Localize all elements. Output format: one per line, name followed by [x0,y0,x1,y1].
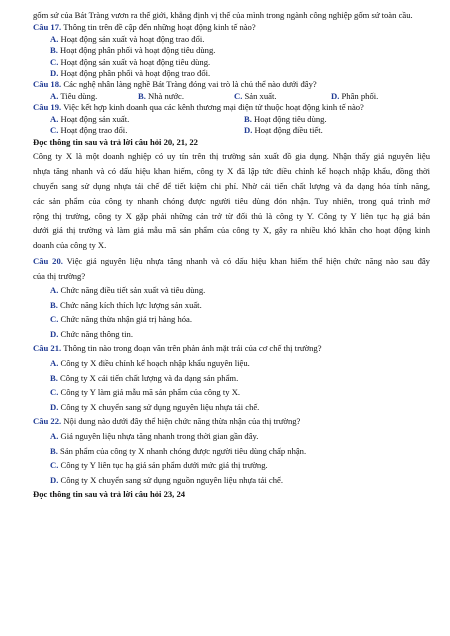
q18-option-a[interactable] [50,91,138,102]
q20-option-c[interactable] [50,312,430,327]
document-page [33,10,430,502]
question-21-number: Câu 21. [33,343,62,354]
q20-option-c-text: Chức năng thừa nhận giá trị hàng hóa. [60,314,193,325]
q19-option-b[interactable] [244,114,327,125]
q19-option-c-letter: C. [50,125,59,136]
q22-option-c-text: Công ty Y liên tục hạ giá sản phẩm dưới mức giá thị trường. [60,460,268,471]
q22-option-b-letter: B. [50,445,58,456]
q18-option-a-text: Tiêu dùng. [60,90,98,101]
q18-option-d-text: Phân phối. [341,90,379,101]
q17-option-a-text: Hoạt động sản xuất và hoạt động trao đổi. [60,33,205,44]
question-17-text: Thông tin trên đề cập đến những hoạt động kinh tế nào? [63,22,256,33]
q20-option-a-text: Chức năng điều tiết sản xuất và tiêu dùng. [60,285,206,296]
q18-option-b-text: Nhà nước. [148,90,184,101]
q19-options-row-1 [50,114,430,125]
question-20-line-2: của thị trường? [33,270,86,281]
q19-option-b-letter: B. [244,113,252,124]
question-17-number: Câu 17. [33,22,62,33]
question-22 [33,414,430,429]
q17-option-d[interactable] [50,68,430,79]
q18-option-c[interactable] [234,91,331,102]
question-17 [33,22,430,33]
q17-option-d-text: Hoạt động phân phối và hoạt động trao đổi. [60,68,211,79]
q18-option-d[interactable] [331,91,378,102]
question-19 [33,102,430,113]
q22-option-a-text: Giá nguyên liệu nhựa tăng nhanh trong thời gian gần đây. [60,430,259,441]
q21-option-a-letter: A. [50,358,59,368]
q21-option-c-text: Công ty Y làm giả mẫu mã sản phẩm của công ty X. [60,387,241,398]
question-22-number: Câu 22. [33,416,62,427]
q17-option-a-letter: A. [50,33,59,44]
intro-paragraph: gốm sứ của Bát Tràng vươn ra thế giới, khẳng định vị thế của mình trong ngành công nghiệp gốm sứ toàn cầu. [33,10,413,20]
q22-option-a[interactable] [50,429,430,444]
passage-line: rộng thị trường, công ty X gặp phải những cản trở từ đối thủ là công ty Y. Công ty Y liên tục hạ giá bán [33,210,430,221]
q22-option-b[interactable] [50,444,430,459]
q17-option-b[interactable] [50,45,430,56]
q21-option-c-letter: C. [50,387,59,398]
q18-option-b-letter: B. [138,90,146,101]
q19-option-c[interactable] [50,125,244,136]
q18-option-c-text: Sản xuất. [244,90,277,101]
question-20-line-1 [33,254,430,268]
question-20 [33,254,430,283]
q22-option-c-letter: C. [50,460,59,471]
q18-options-row [50,91,430,102]
q21-option-a[interactable] [50,356,430,371]
question-18-text: Các nghệ nhân làng nghề Bát Tràng đóng vai trò là chủ thể nào dưới đây? [63,79,317,90]
section-heading-23-24: Đọc thông tin sau và trả lời câu hỏi 23, 24 [33,489,186,500]
passage-line: nhựa tăng nhanh và có dấu hiệu khan hiếm, công ty X đã lập tức điều chỉnh kế hoạch nhập khẩu, đồng thời [33,165,430,176]
q18-option-c-letter: C. [234,90,243,101]
q19-option-d[interactable] [244,125,323,136]
q19-options-row-2 [50,125,430,136]
q22-option-d-letter: D. [50,474,59,485]
q21-option-b-text: Công ty X cải tiến chất lượng và đa dạng sản phẩm. [60,372,239,383]
question-20-number: Câu 20. [33,256,63,267]
q20-option-a[interactable] [50,283,430,298]
question-18-number: Câu 18. [33,79,62,90]
q19-option-d-text: Hoạt động điều tiết. [254,125,323,136]
passage [33,149,430,253]
passage-line: dưới giá thị trường và làm giả mẫu mã sản phẩm của công ty X, gây ra nhiều khó khăn cho hoạt động kinh [33,225,430,236]
q19-option-c-text: Hoạt động trao đổi. [60,125,128,136]
q22-option-b-text: Sản phẩm của công ty X nhanh chóng được người tiêu dùng chấp nhận. [60,445,307,456]
q17-option-b-letter: B. [50,45,58,56]
passage-line: Công ty X là một doanh nghiệp có uy tín trên thị trường sản xuất đồ gia dụng. Nhận thấy giá nguyên liệu [33,150,430,161]
q20-option-b[interactable] [50,298,430,313]
q17-option-c-letter: C. [50,56,59,67]
q20-option-a-letter: A. [50,285,59,296]
q19-option-a-text: Hoạt động sản xuất. [60,113,130,124]
q20-option-d-text: Chức năng thông tin. [60,328,133,339]
q19-option-a-letter: A. [50,113,59,124]
question-22-text: Nội dung nào dưới đây thể hiện chức năng thừa nhận của thị trường? [63,416,301,427]
q17-option-d-letter: D. [50,68,59,79]
q20-option-b-text: Chức năng kích thích lực lượng sản xuất. [60,299,202,310]
passage-line: các sản phẩm của công ty nhanh chóng được người tiêu dùng đón nhận. Tuy nhiên, trong quá trình mở [33,195,430,206]
q17-option-c-text: Hoạt động sản xuất và hoạt động tiêu dùng. [60,56,211,67]
q21-option-b-letter: B. [50,372,58,383]
q22-option-c[interactable] [50,458,430,473]
question-21-text: Thông tin nào trong đoạn văn trên phản ánh mặt trái của cơ chế thị trường? [63,343,322,354]
q21-option-a-text: Công ty X điều chỉnh kế hoạch nhập khẩu nguyên liệu. [60,358,250,368]
q19-option-a[interactable] [50,114,244,125]
q21-option-c[interactable] [50,385,430,400]
passage-line: doanh của công ty X. [33,240,107,251]
q22-option-d[interactable] [50,473,430,488]
section-heading-20-22: Đọc thông tin sau và trả lời câu hỏi 20, 21, 22 [33,137,198,148]
q21-option-d[interactable] [50,400,430,415]
q20-option-b-letter: B. [50,299,58,310]
q22-option-d-text: Công ty X chuyển sang sử dụng nguồn nguyên liệu nhựa tái chế. [60,474,283,485]
q18-option-d-letter: D. [331,90,340,101]
question-20-text: Việc giá nguyên liệu nhựa tăng nhanh và có dấu hiệu khan hiếm thể hiện chức năng nào sau đây [66,256,430,267]
passage-line: chuyển sang sử dụng nhựa tái chế để tiết kiệm chi phí. Nhờ cải tiến chất lượng và đa dạng hóa tính năng, [33,180,430,191]
q17-option-a[interactable] [50,34,430,45]
question-19-text: Việc kết hợp kinh doanh qua các kênh thương mại điện tử thuộc hoạt động kinh tế nào? [63,102,364,113]
q20-option-c-letter: C. [50,314,59,325]
q22-option-a-letter: A. [50,430,59,441]
question-19-number: Câu 19. [33,102,62,113]
q19-option-b-text: Hoạt động tiêu dùng. [254,113,327,124]
q17-option-b-text: Hoạt động phân phối và hoạt động tiêu dùng. [60,45,216,56]
q20-option-d-letter: D. [50,328,59,339]
q17-option-c[interactable] [50,57,430,68]
q21-option-b[interactable] [50,371,430,386]
q18-option-b[interactable] [138,91,234,102]
q18-option-a-letter: A. [50,90,59,101]
q21-option-d-letter: D. [50,401,59,412]
q19-option-d-letter: D. [244,125,253,136]
question-18 [33,79,430,90]
q20-option-d[interactable] [50,327,430,342]
question-21 [33,341,430,356]
q21-option-d-text: Công ty X chuyển sang sử dụng nguyên liệu nhựa tái chế. [60,401,260,412]
